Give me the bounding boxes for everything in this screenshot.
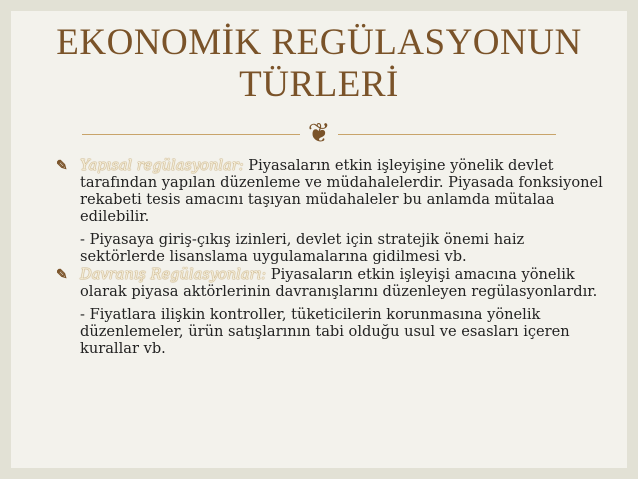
bullet-term: Davranış Regülasyonları: (80, 266, 267, 284)
title-line-1: EKONOMİK REGÜLASYONUN (56, 22, 582, 63)
slide-content (52, 158, 612, 358)
bullet-item (52, 267, 612, 301)
bullet-detail: - Fiyatlara ilişkin kontroller, tüketicilerin korunmasına yönelik düzenlemeler, ürün satışlarının tabi olduğu usul ve esasları içeren kurallar vb. (80, 306, 570, 358)
bullet-item (52, 158, 612, 226)
pen-bullet-icon: ✎ (56, 158, 68, 174)
bullet-text: Piyasaların etkin işleyişi amacına yönelik olarak piyasa aktörlerinin davranışlarını düzenleyen regülasyonlardır. (80, 266, 598, 301)
bullet-term: Yapısal regülasyonlar: (80, 157, 244, 174)
title-line-2: TÜRLERİ (239, 64, 399, 105)
bullet-text: Piyasaların etkin işleyişine yönelik devlet tarafından yapılan düzenleme ve müdahalelerdir. Piyasada fonksiyonel rekabeti tesis amacını taşıyan müdahaleler bu anlamda mütalaa edilebilir. (80, 157, 603, 225)
bullet-detail: - Piyasaya giriş-çıkış izinleri, devlet için stratejik önemi haiz sektörlerde lisanslama uygulamalarına gidilmesi vb. (80, 230, 525, 265)
pen-bullet-icon: ✎ (56, 267, 68, 284)
ornament-icon: ❦ (300, 118, 338, 150)
slide-title (32, 22, 606, 106)
